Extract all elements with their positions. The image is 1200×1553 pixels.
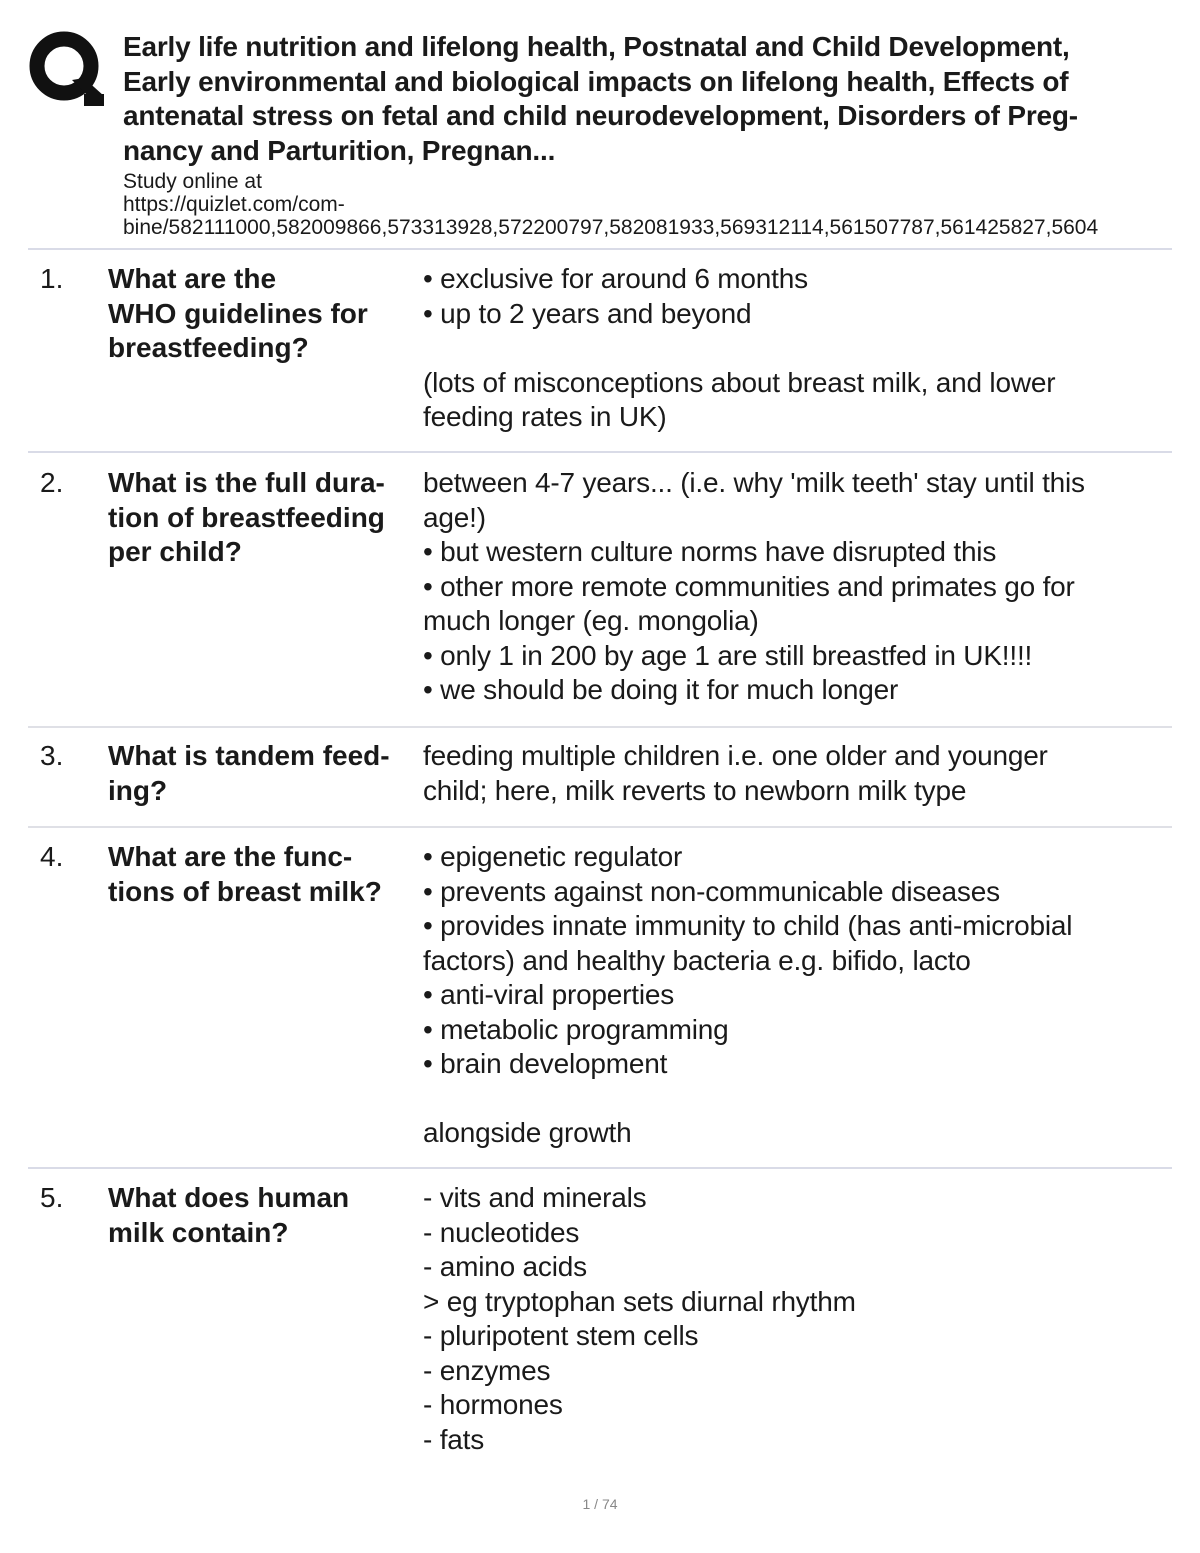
card-divider [28, 451, 1172, 453]
card-question: What are the WHO guidelines for breastfeeding? [108, 263, 368, 363]
card-number: 1. [40, 263, 64, 294]
card-divider [28, 726, 1172, 728]
document-title: Early life nutrition and lifelong health, Postnatal and Child Development, Early environmental and biological impacts on lifelong health, Effects of antenatal stress on fetal and child neurodevelopment, Disorders of Preg- nancy and Parturition, Pregnan... [123, 31, 1078, 166]
page-number: 1 / 74 [582, 1496, 618, 1512]
card-answer: - vits and minerals - nucleotides - amino acids > eg tryptophan sets diurnal rhythm - pluripotent stem cells - enzymes - hormones - fats [423, 1182, 856, 1455]
card-question: What is the full dura- tion of breastfeeding per child? [108, 467, 385, 567]
header-divider [28, 248, 1172, 250]
card-number: 4. [40, 841, 64, 872]
card-answer: • epigenetic regulator • prevents against non-communicable diseases • provides innate immunity to child (has anti-microbial factors) and healthy bacteria e.g. bifido, lacto • anti-viral properties • metabolic programming • brain development alongside growth [423, 841, 1073, 1148]
card-question: What does human milk contain? [108, 1182, 350, 1248]
card-answer: • exclusive for around 6 months • up to 2 years and beyond (lots of misconceptions about breast milk, and lower feeding rates in UK) [423, 263, 1056, 432]
card-answer: between 4-7 years... (i.e. why 'milk teeth' stay until this age!) • but western culture norms have disrupted this • other more remote communities and primates go for much longer (eg. mongolia) • only 1 in 200 by age 1 are still breastfed in UK!!!! • we should be doing it for much longer [423, 467, 1085, 705]
card-divider [28, 1167, 1172, 1169]
card-answer: feeding multiple children i.e. one older and younger child; here, milk reverts to newborn milk type [423, 740, 1048, 806]
card-question: What is tandem feed- ing? [108, 740, 390, 806]
study-online-link[interactable]: Study online at https://quizlet.com/com- bine/582111000,582009866,573313928,572200797,582081933,569312114,561507787,561425827,5604 [123, 170, 1099, 239]
quizlet-q-logo-icon [28, 30, 104, 106]
card-number: 2. [40, 467, 64, 498]
card-question: What are the func- tions of breast milk? [108, 841, 382, 907]
card-number: 3. [40, 740, 64, 771]
card-number: 5. [40, 1182, 64, 1213]
card-divider [28, 826, 1172, 828]
